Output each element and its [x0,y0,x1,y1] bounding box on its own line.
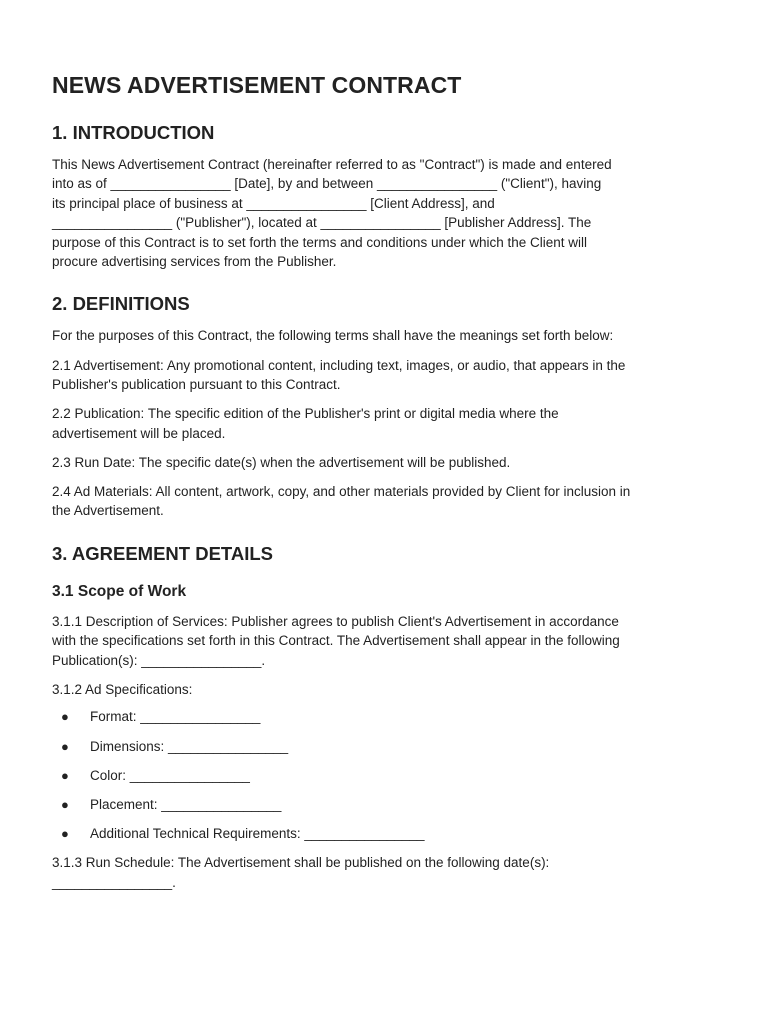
ad-specifications-label: 3.1.2 Ad Specifications: [52,681,193,697]
spec-format: Format: ________________ [90,709,261,725]
section-heading-agreement-details: 3. AGREEMENT DETAILS [52,542,273,564]
bullet-icon: ● [61,826,69,842]
text-line: 2.1 Advertisement: Any promotional content, including text, images, or audio, that appears in the [52,357,626,373]
definition-run-date [52,453,718,472]
bullet-icon: ● [61,767,69,783]
introduction-paragraph [52,155,718,271]
definition-advertisement [52,356,718,395]
text-line: This News Advertisement Contract (hereinafter referred to as "Contract") is made and entered [52,157,612,172]
text-line: purpose of this Contract is to set forth the terms and conditions under which the Client will [52,234,588,250]
section-introduction [52,121,718,271]
bullet-icon: ● [61,738,69,754]
text-line: the Advertisement. [52,503,164,519]
list-item [52,795,718,814]
text-line: Publisher's publication pursuant to this Contract. [52,377,341,393]
subsection-heading-scope-of-work: 3.1 Scope of Work [52,582,187,600]
text-line: procure advertising services from the Publisher. [52,254,337,270]
list-item [52,824,718,843]
description-of-services [52,612,718,670]
bullet-icon: ● [61,796,69,812]
bullet-icon: ● [61,709,69,725]
text-line: 3.1.1 Description of Services: Publisher agrees to publish Client's Advertisement in accordance [52,613,619,629]
text-line: Publication(s): ________________. [52,652,266,668]
list-item [52,766,718,785]
spec-additional-requirements: Additional Technical Requirements: ________________ [90,826,425,842]
spec-placement: Placement: ________________ [90,796,282,812]
text-line: ________________ ("Publisher"), located at ________________ [Publisher Address]. The [52,215,592,231]
text-line: with the specifications set forth in this Contract. The Advertisement shall appear in the following [52,633,620,649]
document-title: NEWS ADVERTISEMENT CONTRACT [52,72,462,98]
run-schedule [52,853,718,892]
definitions-intro: For the purposes of this Contract, the following terms shall have the meanings set forth below: [52,328,614,344]
text-line: advertisement will be placed. [52,425,226,441]
section-heading-introduction: 1. INTRODUCTION [52,122,215,143]
text-line: 2.2 Publication: The specific edition of the Publisher's print or digital media where the [52,406,559,422]
text-line: into as of ________________ [Date], by and between ________________ ("Client"), having [52,176,602,192]
list-item [52,737,718,756]
ad-specifications-list [52,707,718,843]
section-heading-definitions: 2. DEFINITIONS [52,293,190,315]
text-line: 3.1.3 Run Schedule: The Advertisement shall be published on the following date(s): [52,855,550,871]
spec-dimensions: Dimensions: ________________ [90,738,289,754]
section-agreement-details [52,542,718,892]
text-line: its principal place of business at ________________ [Client Address], and [52,195,495,211]
text-line: 2.4 Ad Materials: All content, artwork, copy, and other materials provided by Client for inclusion in [52,484,631,500]
text-line: ________________. [52,874,176,890]
list-item [52,707,718,726]
spec-color: Color: ________________ [90,767,250,783]
section-definitions [52,292,718,520]
definition-publication [52,404,718,443]
definition-ad-materials [52,482,718,521]
text-line: 2.3 Run Date: The specific date(s) when the advertisement will be published. [52,454,511,470]
